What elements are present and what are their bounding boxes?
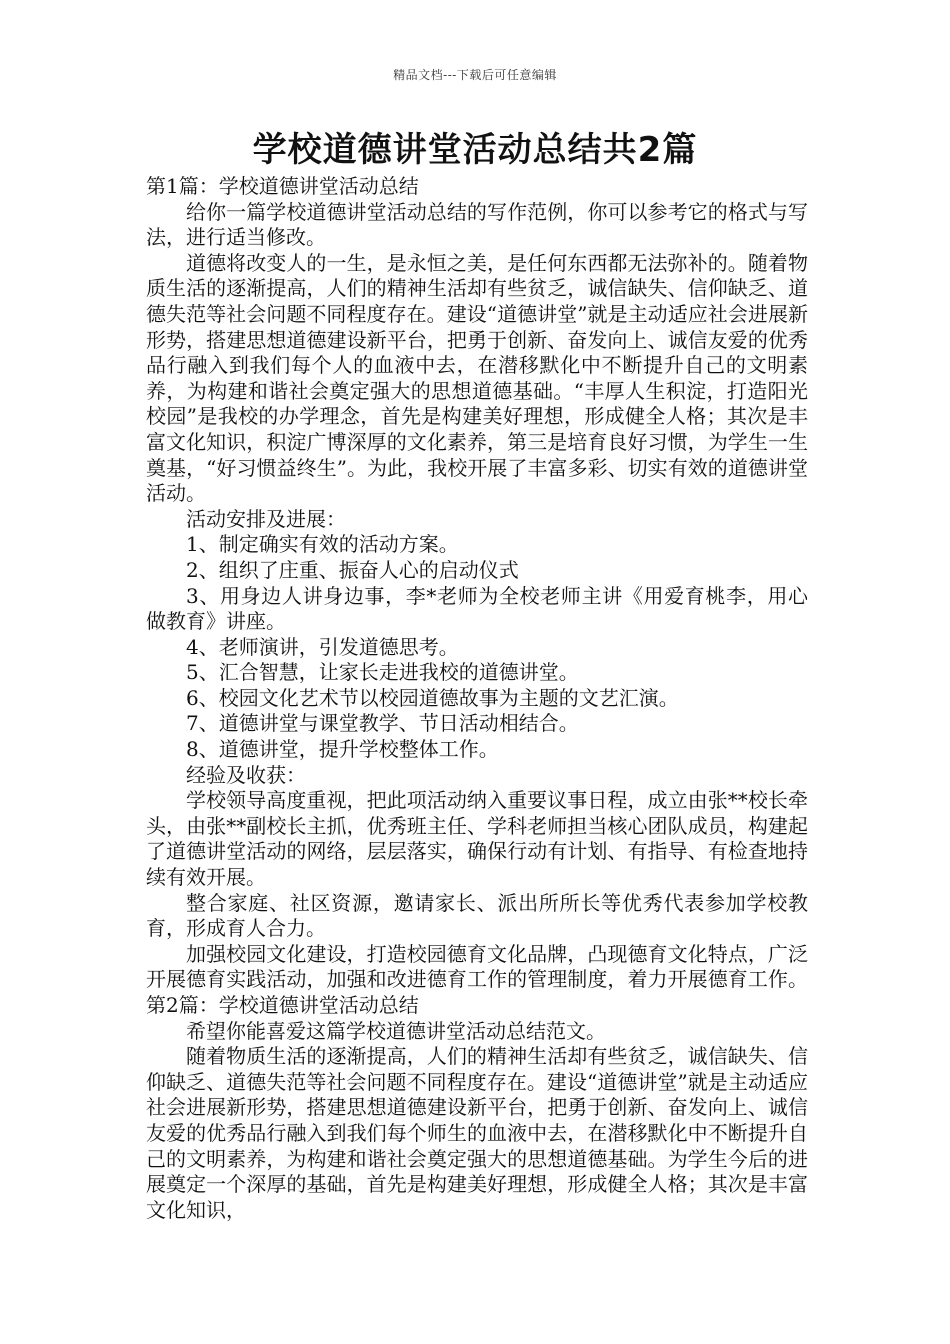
paragraph: 随着物质生活的逐渐提高，人们的精神生活却有些贫乏，诚信缺失、信仰缺乏、道德失范等社会问题不同程度存在。建设“道德讲堂”就是主动适应社会进展新形势，搭建思想道德建设新平台，把勇于创新、奋发向上、诚信友爱的优秀品行融入到我们每个师生的血液中去，在潜移默化中不断提升自己的文明素养，为构建和谐社会奠定强大的思想道德基础。为学生今后的进展奠定一个深厚的基础，首先是构建美好理想，形成健全人格；其次是丰富文化知识， (146, 1044, 808, 1222)
list-item: 1、制定确实有效的活动方案。 (186, 532, 459, 557)
header-note: 精品文档---下载后可任意编辑 (393, 68, 557, 82)
paragraph: 加强校园文化建设，打造校园德育文化品牌，凸现德育文化特点，广泛开展德育实践活动，加强和改进德育工作的管理制度，着力开展德育工作。第2篇：学校道德讲堂活动总结 (146, 941, 808, 1017)
section-heading-1: 第1篇：学校道德讲堂活动总结 (146, 174, 419, 198)
list-item: 3、用身边人讲身边事，李*老师为全校老师主讲《用爱育桃李，用心做教育》讲座。 (146, 583, 808, 634)
document-title: 学校道德讲堂活动总结共2篇 (252, 130, 698, 170)
list-item: 8、道德讲堂，提升学校整体工作。 (186, 737, 499, 762)
list-item: 4、老师演讲，引发道德思考。 (186, 634, 459, 659)
list-item: 7、道德讲堂与课堂教学、节日活动相结合。 (186, 711, 579, 736)
subheading-activities: 活动安排及进展： (186, 506, 346, 531)
list-item: 2、组织了庄重、振奋人心的启动仪式 (186, 557, 519, 582)
document-body (146, 174, 808, 1223)
paragraph: 给你一篇学校道德讲堂活动总结的写作范例，你可以参考它的格式与写法，进行适当修改。 (146, 199, 808, 250)
paragraph: 希望你能喜爱这篇学校道德讲堂活动总结范文。 (186, 1018, 606, 1043)
subheading-experience: 经验及收获： (186, 762, 306, 787)
paragraph: 整合家庭、社区资源，邀请家长、派出所所长等优秀代表参加学校教育，形成育人合力。 (146, 890, 808, 941)
list-item: 5、汇合智慧，让家长走进我校的道德讲堂。 (186, 660, 579, 685)
list-item: 6、校园文化艺术节以校园道德故事为主题的文艺汇演。 (186, 685, 679, 710)
paragraph: 道德将改变人的一生，是永恒之美，是任何东西都无法弥补的。随着物质生活的逐渐提高，人们的精神生活却有些贫乏，诚信缺失、信仰缺乏、道德失范等社会问题不同程度存在。建设“道德讲堂”就是主动适应社会进展新形势，搭建思想道德建设新平台，把勇于创新、奋发向上、诚信友爱的优秀品行融入到我们每个人的血液中去，在潜移默化中不断提升自己的文明素养，为构建和谐社会奠定强大的思想道德基础。“丰厚人生积淀，打造阳光校园”是我校的办学理念，首先是构建美好理想，形成健全人格；其次是丰富文化知识，积淀广博深厚的文化素养，第三是培育良好习惯，为学生一生奠基，“好习惯益终生”。为此，我校开展了丰富多彩、切实有效的道德讲堂活动。 (146, 250, 808, 506)
paragraph: 学校领导高度重视，把此项活动纳入重要议事日程，成立由张**校长牵头，由张**副校长主抓，优秀班主任、学科老师担当核心团队成员，构建起了道德讲堂活动的网络，层层落实，确保行动有计划、有指导、有检查地持续有效开展。 (146, 788, 808, 890)
